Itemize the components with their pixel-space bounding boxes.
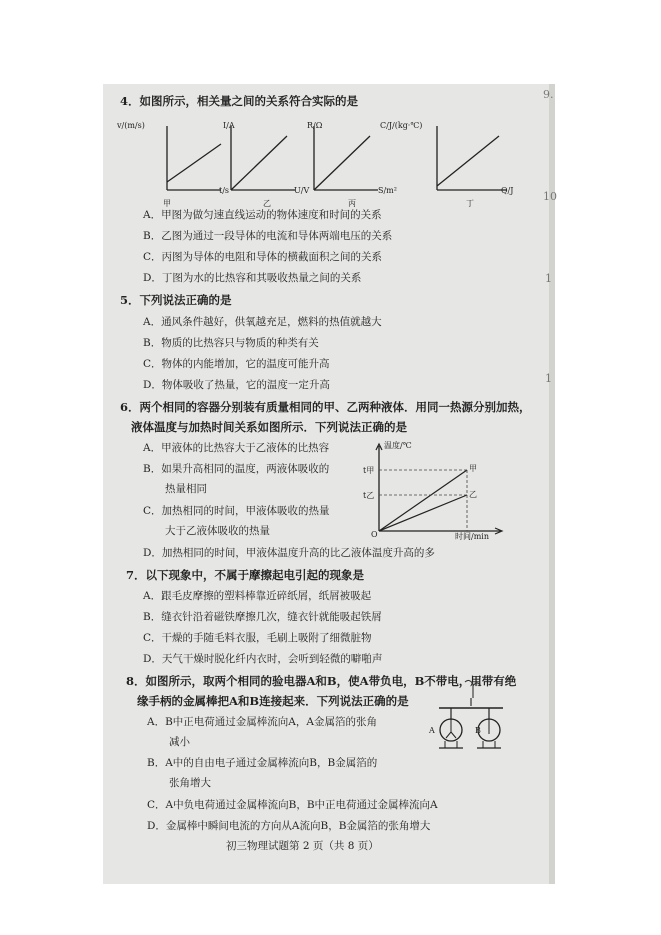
q4-graph-jia [143, 124, 223, 194]
q6-graph-xlabel: 时间/min [455, 532, 489, 541]
q6-option-c-line1: C．加热相同的时间，甲液体吸收的热量 [143, 505, 330, 517]
q6-stem-line1: 6．两个相同的容器分别装有质量相同的甲、乙两种液体．用同一热源分别加热， [120, 400, 531, 414]
q6-graph-origin: O [371, 530, 378, 539]
q6-option-a: A．甲液体的比热容大于乙液体的比热容 [143, 442, 330, 454]
q6-option-b-line1: B．如果升高相同的温度，两液体吸收的 [143, 463, 330, 475]
q4-graph-bing-ylabel: R/Ω [307, 121, 323, 130]
q6-stem-line2: 液体温度与加热时间关系如图所示．下列说法正确的是 [131, 420, 407, 434]
q4-graph-jia-xlabel: t/s [219, 186, 230, 195]
q4-option-b: B．乙图为通过一段导体的电流和导体两端电压的关系 [143, 230, 393, 242]
adjacent-page-edge [549, 84, 555, 884]
q6-option-c-line2: 大于乙液体吸收的热量 [165, 525, 270, 537]
page-footer: 初三物理试题第 2 页（共 8 页） [226, 840, 379, 852]
adjacent-page-mark-2: 10 [543, 190, 557, 203]
q7-stem: 7．以下现象中，不属于摩擦起电引起的现象是 [126, 568, 364, 582]
q8-figure-label-a: A [429, 726, 435, 735]
q4-option-d: D．丁图为水的比热容和其吸收热量之间的关系 [143, 272, 362, 284]
q4-option-a: A．甲图为做匀速直线运动的物体速度和时间的关系 [143, 209, 382, 221]
q4-graph-bing-xlabel: S/m² [378, 186, 397, 195]
q7-option-a: A．跟毛皮摩擦的塑料棒靠近碎纸屑，纸屑被吸起 [143, 590, 372, 602]
q4-graph-ding-ylabel: C/J/(kg·℃) [380, 121, 423, 130]
q4-graph-bing [306, 124, 382, 194]
q8-option-a-line2: 减小 [169, 736, 190, 748]
q6-option-b-line2: 热量相同 [165, 483, 207, 495]
q6-graph-line-high: 甲 [469, 464, 477, 473]
q6-graph-t-low: t乙 [363, 491, 375, 500]
q6-option-d: D．加热相同的时间，甲液体温度升高的比乙液体温度升高的多 [143, 547, 435, 559]
q8-option-b-line2: 张角增大 [169, 777, 211, 789]
q4-graph-yi-name: 乙 [263, 199, 271, 208]
q8-electroscope-figure [429, 676, 509, 756]
q4-option-c: C．丙图为导体的电阻和导体的横截面积之间的关系 [143, 251, 383, 263]
q5-stem: 5．下列说法正确的是 [120, 293, 232, 307]
q7-option-c: C．干燥的手随毛料衣服，毛刷上吸附了细微脏物 [143, 632, 372, 644]
q4-graph-yi [221, 124, 297, 194]
adjacent-page-mark-4: 1 [545, 372, 552, 385]
q8-option-a-line1: A．B中正电荷通过金属棒流向A，A金属箔的张角 [147, 716, 377, 728]
q5-option-d: D．物体吸收了热量，它的温度一定升高 [143, 379, 330, 391]
q6-graph-line-low: 乙 [469, 490, 477, 499]
q4-graph-jia-name: 甲 [163, 199, 171, 208]
q8-stem-line1: 8．如图所示，取两个相同的验电器A和B，使A带负电，B不带电，用带有绝 [126, 674, 517, 688]
q8-option-b-line1: B．A中的自由电子通过金属棒流向B，B金属箔的 [147, 757, 378, 769]
q6-temperature-graph [371, 440, 511, 540]
q4-graph-bing-name: 丙 [348, 199, 356, 208]
q7-option-d: D．天气干燥时脱化纤内衣时，会听到轻微的噼啪声 [143, 653, 383, 665]
q8-option-c: C．A中负电荷通过金属棒流向B，B中正电荷通过金属棒流向A [147, 799, 438, 811]
q4-graph-jia-ylabel: v/(m/s) [117, 121, 145, 130]
q6-graph-t-high: t甲 [363, 466, 375, 475]
adjacent-page-mark-1: 9. [543, 88, 554, 101]
q4-graph-yi-ylabel: I/A [223, 121, 235, 130]
q8-figure-label-b: B [475, 726, 481, 735]
q8-stem-line2: 缘手柄的金属棒把A和B连接起来．下列说法正确的是 [137, 694, 409, 708]
q4-graph-ding-name: 丁 [466, 199, 474, 208]
q6-graph-ylabel: 温度/℃ [384, 441, 412, 450]
q5-option-a: A．通风条件越好，供氧越充足，燃料的热值就越大 [143, 316, 382, 328]
q4-graph-yi-xlabel: U/V [294, 186, 310, 195]
q4-graph-ding [425, 124, 509, 194]
q4-graph-ding-xlabel: Q/J [501, 186, 514, 195]
q4-stem: 4．如图所示，相关量之间的关系符合实际的是 [120, 94, 358, 108]
q7-option-b: B．缝衣针沿着磁铁摩擦几次，缝衣针就能吸起铁屑 [143, 611, 382, 623]
exam-page [103, 84, 549, 884]
q5-option-c: C．物体的内能增加，它的温度可能升高 [143, 358, 330, 370]
q8-option-d: D．金属棒中瞬间电流的方向从A流向B，B金属箔的张角增大 [147, 820, 431, 832]
adjacent-page-mark-3: 1 [545, 272, 552, 285]
q5-option-b: B．物质的比热容只与物质的种类有关 [143, 337, 319, 349]
